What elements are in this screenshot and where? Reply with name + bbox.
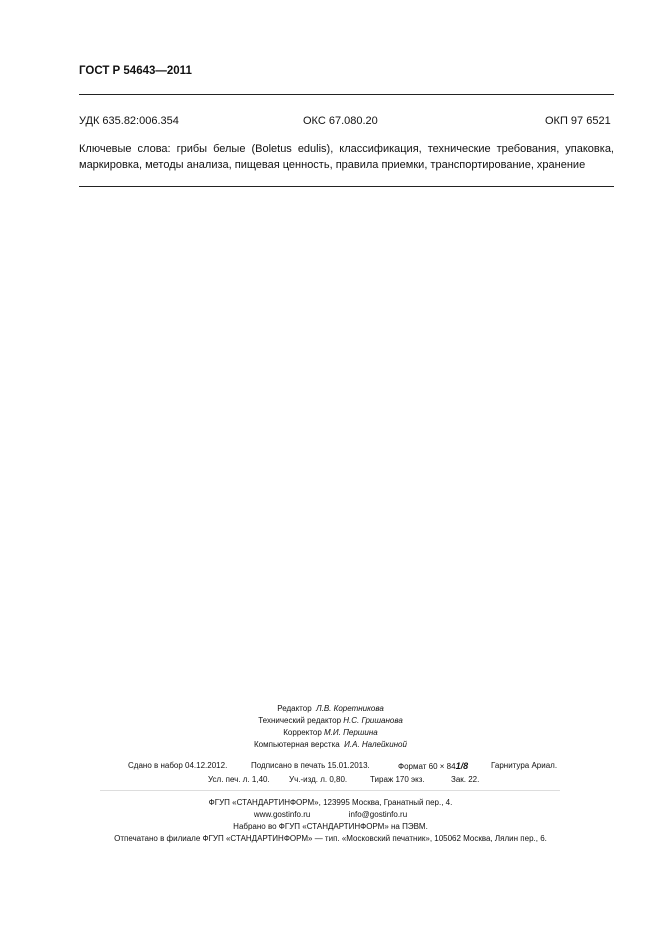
publisher-line: ФГУП «СТАНДАРТИНФОРМ», 123995 Москва, Гранатный пер., 4. [208,798,453,807]
tech-editor-name: Н.С. Гришанова [343,716,403,725]
layout-name: И.А. Налейкиной [344,740,407,749]
order-number: Зак. 22. [451,775,480,784]
format-info [398,761,468,771]
okp-code: ОКП 97 6521 [545,115,611,127]
keywords-divider [79,186,614,187]
format-fraction: 1/8 [455,761,469,771]
layout-label: Компьютерная верстка [254,740,340,749]
editor-label: Редактор [277,704,312,713]
tech-editor-label: Технический редактор [258,716,342,725]
editor-name: Л.В. Коретникова [316,704,384,713]
proofreader-credit [0,727,661,739]
proofreader-name: М.И. Першина [324,728,378,737]
typeset-line: Набрано во ФГУП «СТАНДАРТИНФОРМ» на ПЭВМ. [233,822,428,831]
oks-code: ОКС 67.080.20 [303,115,378,127]
standard-id: ГОСТ Р 54643—2011 [79,65,192,77]
keywords-line-2: маркировка, методы анализа, пищевая ценность, правила приемки, транспортирование, хранение [79,159,586,171]
email-link[interactable]: info@gostinfo.ru [348,810,408,819]
typeface-info: Гарнитура Ариал. [491,761,558,770]
keywords-line-1: Ключевые слова: грибы белые (Boletus edulis), классификация, технические требования, упаковка, [79,143,614,155]
pub-sheets: Уч.-изд. л. 0,80. [289,775,348,784]
tech-editor-credit [0,715,661,727]
header-divider [79,94,614,95]
printed-line: Отпечатано в филиале ФГУП «СТАНДАРТИНФОРМ» — тип. «Московский печатник», 105062 Москва, Лялин пер., 6. [114,834,547,843]
website-link[interactable]: www.gostinfo.ru [253,810,311,819]
submitted-date: Сдано в набор 04.12.2012. [128,761,228,770]
signed-date: Подписано в печать 15.01.2013. [251,761,370,770]
footer-divider [100,790,560,791]
layout-credit [0,739,661,751]
udk-code: УДК 635.82:006.354 [79,115,179,127]
proofreader-label: Корректор [283,728,322,737]
format-prefix: Формат 60 × 84 [398,762,456,771]
print-run: Тираж 170 экз. [370,775,425,784]
contact-line [0,809,661,821]
editor-credit [0,703,661,715]
print-sheets: Усл. печ. л. 1,40. [208,775,270,784]
